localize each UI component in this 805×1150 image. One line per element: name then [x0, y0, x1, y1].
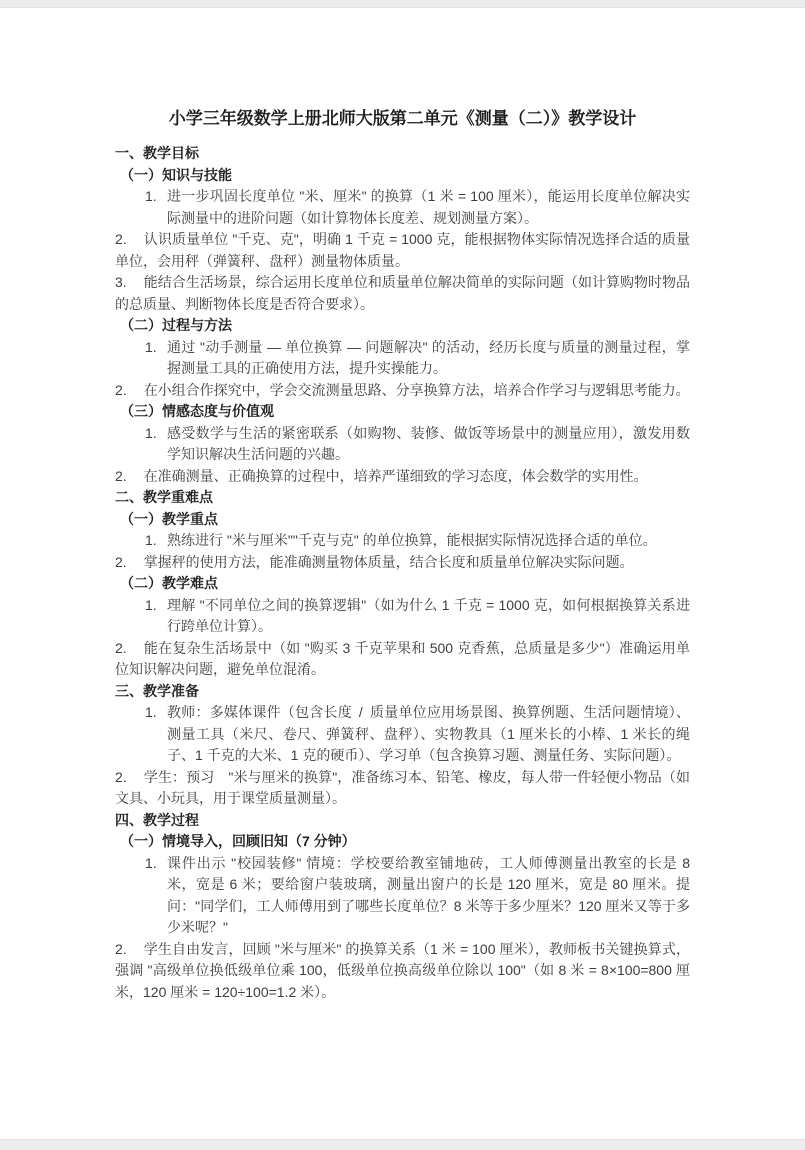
- list-number: 1.: [145, 704, 157, 720]
- document-page: [0, 7, 805, 1139]
- list-number: 2.: [115, 231, 127, 247]
- sub-heading: （一）情境导入，回顾旧知（7 分钟）: [120, 833, 356, 849]
- document-title: 小学三年级数学上册北师大版第二单元《测量（二）》教学设计: [168, 109, 637, 128]
- list-number: 2.: [115, 639, 127, 656]
- section-heading: 二、教学重难点: [115, 489, 213, 505]
- section-heading: 三、教学准备: [115, 682, 199, 699]
- sub-heading: （二）过程与方法: [120, 317, 232, 333]
- numbered-paragraph: [115, 466, 690, 488]
- numbered-paragraph: [115, 638, 690, 681]
- sub-heading: （二）教学难点: [120, 575, 218, 591]
- list-number: 2.: [115, 381, 127, 398]
- list-number: 1.: [145, 188, 157, 204]
- paragraph-text: 学生自由发言，回顾 "米与厘米" 的换算关系（1 米 = 100 厘米），教师板书关键换算式，强调 "高级单位换低级单位乘 100，低级单位换高级单位除以 100"（如 8 米 = 8×100=800 厘米，120 厘米 = 120÷100=1.2 米）。: [115, 940, 690, 1000]
- paragraph-text: 教师：多媒体课件（包含长度 / 质量单位应用场景图、换算例题、生活问题情境）、测量工具（米尺、卷尺、弹簧秤、盘秤）、实物教具（1 厘米长的小棒、1 米长的绳子、1 千克的大米、1 克的硬币）、学习单（包含换算习题、测量任务、实际问题）。: [167, 704, 690, 763]
- list-number: 1.: [145, 596, 157, 613]
- section-heading: 四、教学过程: [115, 811, 199, 828]
- page-gap-top: [0, 0, 805, 7]
- paragraph-text: 理解 "不同单位之间的换算逻辑"（如为什么 1 千克 = 1000 克，如何根据换算关系进行跨单位计算）。: [167, 596, 690, 634]
- section-heading: 一、教学目标: [115, 145, 199, 161]
- numbered-list-item: [115, 423, 690, 466]
- numbered-list-item: [115, 702, 690, 767]
- numbered-paragraph: [115, 939, 690, 1004]
- paragraph-text: 能在复杂生活场景中（如 "购买 3 千克苹果和 500 克香蕉，总质量是多少"）准确运用单位知识解决问题，避免单位混淆。: [115, 639, 690, 677]
- list-number: 1.: [145, 338, 157, 355]
- paragraph-text: 学生：预习 "米与厘米的换算"，准备练习本、铅笔、橡皮，每人带一件轻便小物品（如文具、小玩具，用于课堂质量测量）。: [115, 768, 690, 806]
- list-number: 2.: [115, 768, 127, 785]
- paragraph-text: 课件出示 "校园装修" 情境：学校要给教室铺地砖，工人师傅测量出教室的长是 8 米，宽是 6 米；要给窗户装玻璃，测量出窗户的长是 120 厘米，宽是 80 厘米。提问："同学们，工人师傅用到了哪些长度单位？8 米等于多少厘米？120 厘米又等于多少米呢？": [167, 854, 690, 935]
- numbered-list-item: [115, 853, 690, 939]
- paragraph-text: 能结合生活场景，综合运用长度单位和质量单位解决简单的实际问题（如计算购物时物品的总质量、判断物体长度是否符合要求）。: [115, 274, 690, 312]
- paragraph-text: 在小组合作探究中，学会交流测量思路、分享换算方法，培养合作学习与逻辑思考能力。: [143, 381, 690, 398]
- list-number: 2.: [115, 940, 127, 957]
- sub-heading: （一）教学重点: [120, 510, 218, 527]
- document-body: [115, 143, 690, 1003]
- numbered-paragraph: [115, 380, 690, 402]
- sub-heading: （一）知识与技能: [120, 166, 232, 183]
- page-gap-bottom: [0, 1139, 805, 1150]
- numbered-paragraph: [115, 767, 690, 810]
- list-number: 3.: [115, 274, 127, 290]
- numbered-list-item: [115, 186, 690, 229]
- numbered-list-item: [115, 530, 690, 552]
- list-number: 2.: [115, 553, 127, 570]
- paragraph-text: 熟练进行 "米与厘米""千克与克" 的单位换算，能根据实际情况选择合适的单位。: [167, 532, 657, 548]
- paragraph-text: 感受数学与生活的紧密联系（如购物、装修、做饭等场景中的测量应用），激发用数学知识解决生活问题的兴趣。: [167, 424, 690, 462]
- list-number: 2.: [115, 467, 127, 484]
- list-number: 1.: [145, 854, 157, 871]
- paragraph-text: 掌握秤的使用方法，能准确测量物体质量，结合长度和质量单位解决实际问题。: [143, 553, 634, 570]
- sub-heading: （三）情感态度与价值观: [120, 403, 274, 419]
- paragraph-text: 在准确测量、正确换算的过程中，培养严谨细致的学习态度，体会数学的实用性。: [143, 467, 648, 484]
- paragraph-text: 通过 "动手测量 — 单位换算 — 问题解决" 的活动，经历长度与质量的测量过程，掌握测量工具的正确使用方法，提升实操能力。: [167, 338, 690, 376]
- list-number: 1.: [145, 424, 157, 441]
- paragraph-text: 进一步巩固长度单位 "米、厘米" 的换算（1 米 = 100 厘米），能运用长度单位解决实际测量中的进阶问题（如计算物体长度差、规划测量方案）。: [167, 188, 690, 226]
- numbered-paragraph: [115, 552, 690, 574]
- paragraph-text: 认识质量单位 "千克、克"，明确 1 千克 = 1000 克，能根据物体实际情况选择合适的质量单位，会用秤（弹簧秤、盘秤）测量物体质量。: [115, 231, 690, 269]
- numbered-paragraph: [115, 229, 690, 272]
- numbered-list-item: [115, 595, 690, 638]
- list-number: 1.: [145, 532, 157, 548]
- numbered-paragraph: [115, 272, 690, 315]
- numbered-list-item: [115, 337, 690, 380]
